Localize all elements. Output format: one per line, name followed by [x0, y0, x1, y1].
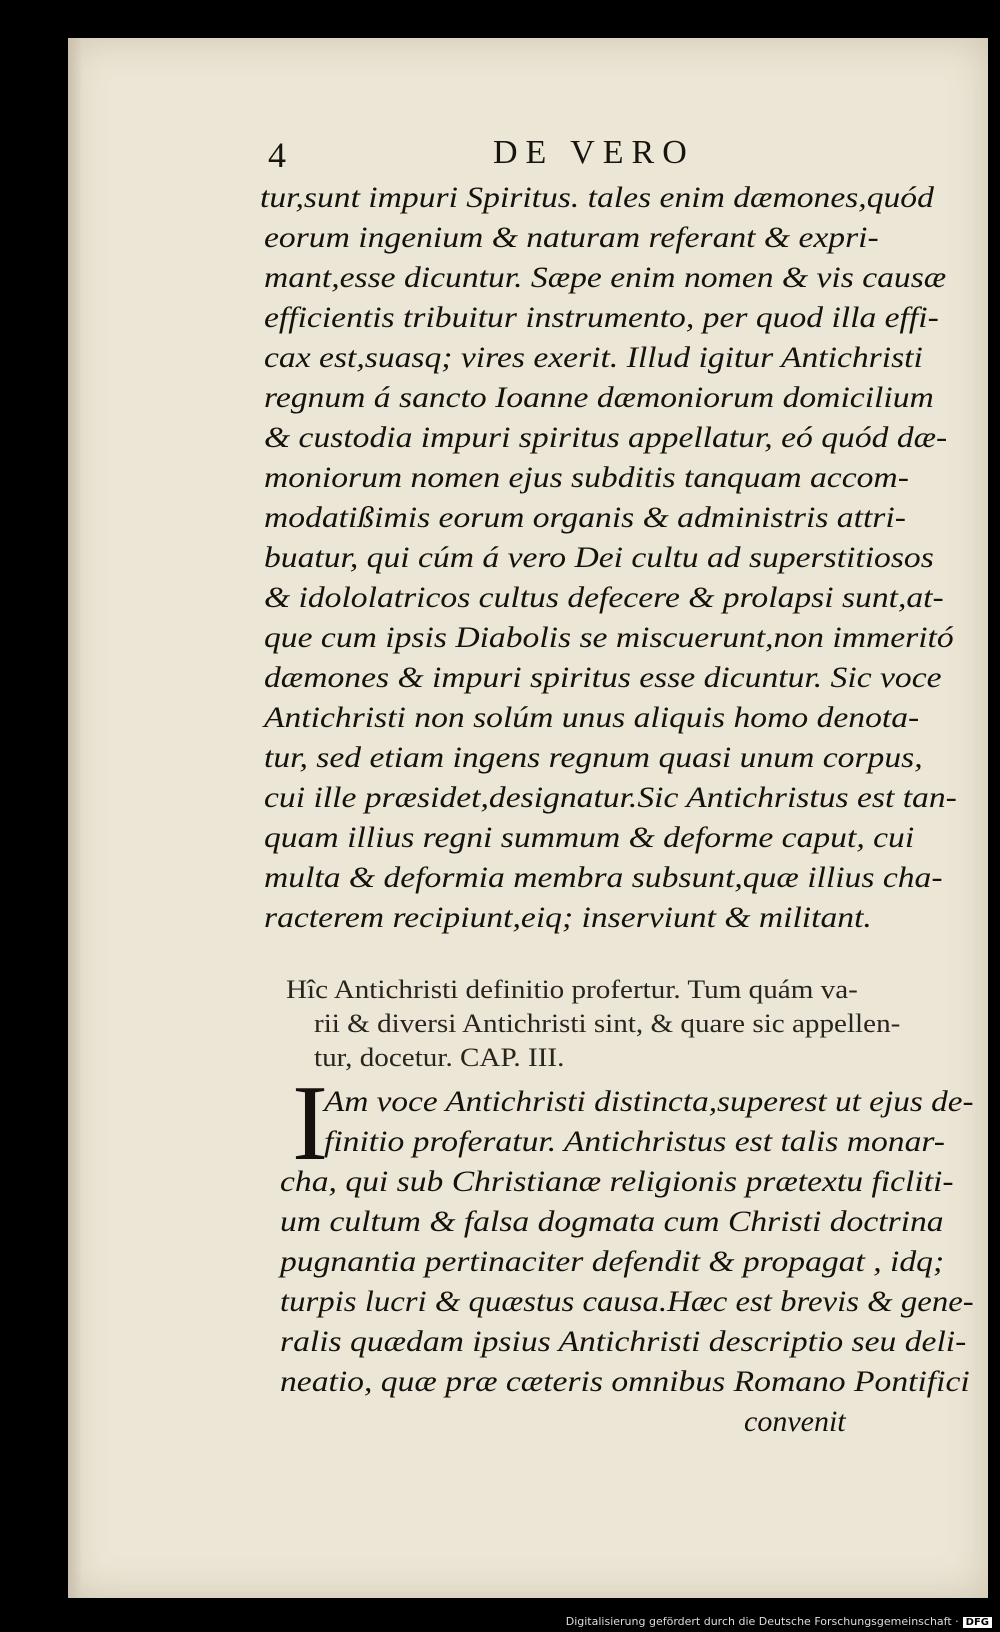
chapter-line: finitio proferatur. Antichristus est talis monar-: [324, 1125, 945, 1158]
page-number: 4: [268, 135, 286, 175]
chapter-line: Am voce Antichristi distincta,superest ut ejus de-: [324, 1085, 974, 1118]
body-line: que cum ipsis Diabolis se miscuerunt,non immeritó: [264, 621, 954, 654]
body-line: racterem recipiunt,eiq; inserviunt & militant.: [264, 901, 872, 934]
body-line: buatur, qui cúm á vero Dei cultu ad superstitiosos: [264, 541, 934, 574]
book-page: [68, 38, 988, 1598]
chapter-line: pugnantia pertinaciter defendit & propagat , idq;: [280, 1245, 945, 1278]
body-line: cui ille præsidet,designatur.Sic Antichristus est tan-: [264, 781, 957, 814]
page-gutter-shadow: [68, 38, 82, 1598]
body-line: cax est,suasq; vires exerit. Illud igitur Antichristi: [264, 341, 923, 374]
body-line: eorum ingenium & naturam referant & expri-: [264, 221, 879, 254]
body-line: efficientis tribuitur instrumento, per quod illa effi-: [264, 301, 939, 334]
body-line: tur, sed etiam ingens regnum quasi unum corpus,: [264, 741, 923, 774]
body-line: quam illius regni summum & deforme caput, cui: [264, 821, 915, 854]
credit-text: Digitalisierung gefördert durch die Deutsche Forschungsgemeinschaft ·: [565, 1615, 959, 1628]
chapter-line: ralis quædam ipsius Antichristi descriptio seu deli-: [280, 1325, 967, 1358]
chapter-heading-line: tur, docetur. CAP. III.: [314, 1043, 565, 1072]
body-line: moniorum nomen ejus subditis tanquam accom-: [264, 461, 909, 494]
chapter-heading-line: rii & diversi Antichristi sint, & quare sic appellen-: [314, 1009, 901, 1038]
running-title: DE VERO: [493, 134, 695, 171]
drop-cap: I: [292, 1064, 328, 1183]
body-line: Antichristi non solúm unus aliquis homo denota-: [264, 701, 920, 734]
body-line: tur,sunt impuri Spiritus. tales enim dæmones,quód: [260, 181, 934, 214]
chapter-heading-line: Hîc Antichristi definitio profertur. Tum quám va-: [286, 975, 858, 1004]
body-line: modatißimis eorum organis & administris attri-: [264, 501, 906, 534]
body-line: regnum á sancto Ioanne dæmoniorum domicilium: [264, 381, 934, 414]
dfg-logo: DFG: [963, 1617, 992, 1628]
body-line: dæmones & impuri spiritus esse dicuntur. Sic voce: [264, 661, 942, 694]
chapter-line: turpis lucri & quæstus causa.Hæc est brevis & gene-: [280, 1285, 974, 1318]
body-line: & custodia impuri spiritus appellatur, eó quód dæ-: [264, 421, 948, 454]
body-line: multa & deformia membra subsunt,quæ illius cha-: [264, 861, 943, 894]
chapter-line: um cultum & falsa dogmata cum Christi doctrina: [280, 1205, 944, 1238]
chapter-line: neatio, quæ præ cæteris omnibus Romano Pontifici: [280, 1365, 970, 1398]
body-line: & idololatricos cultus defecere & prolapsi sunt,at-: [264, 581, 944, 614]
catchword: convenit: [744, 1405, 846, 1438]
page-header: [68, 134, 988, 184]
body-line: mant,esse dicuntur. Sæpe enim nomen & vis causæ: [264, 261, 947, 294]
chapter-line: cha, qui sub Christianæ religionis prætextu ficliti-: [280, 1165, 954, 1198]
digitization-credit: [566, 1615, 992, 1628]
